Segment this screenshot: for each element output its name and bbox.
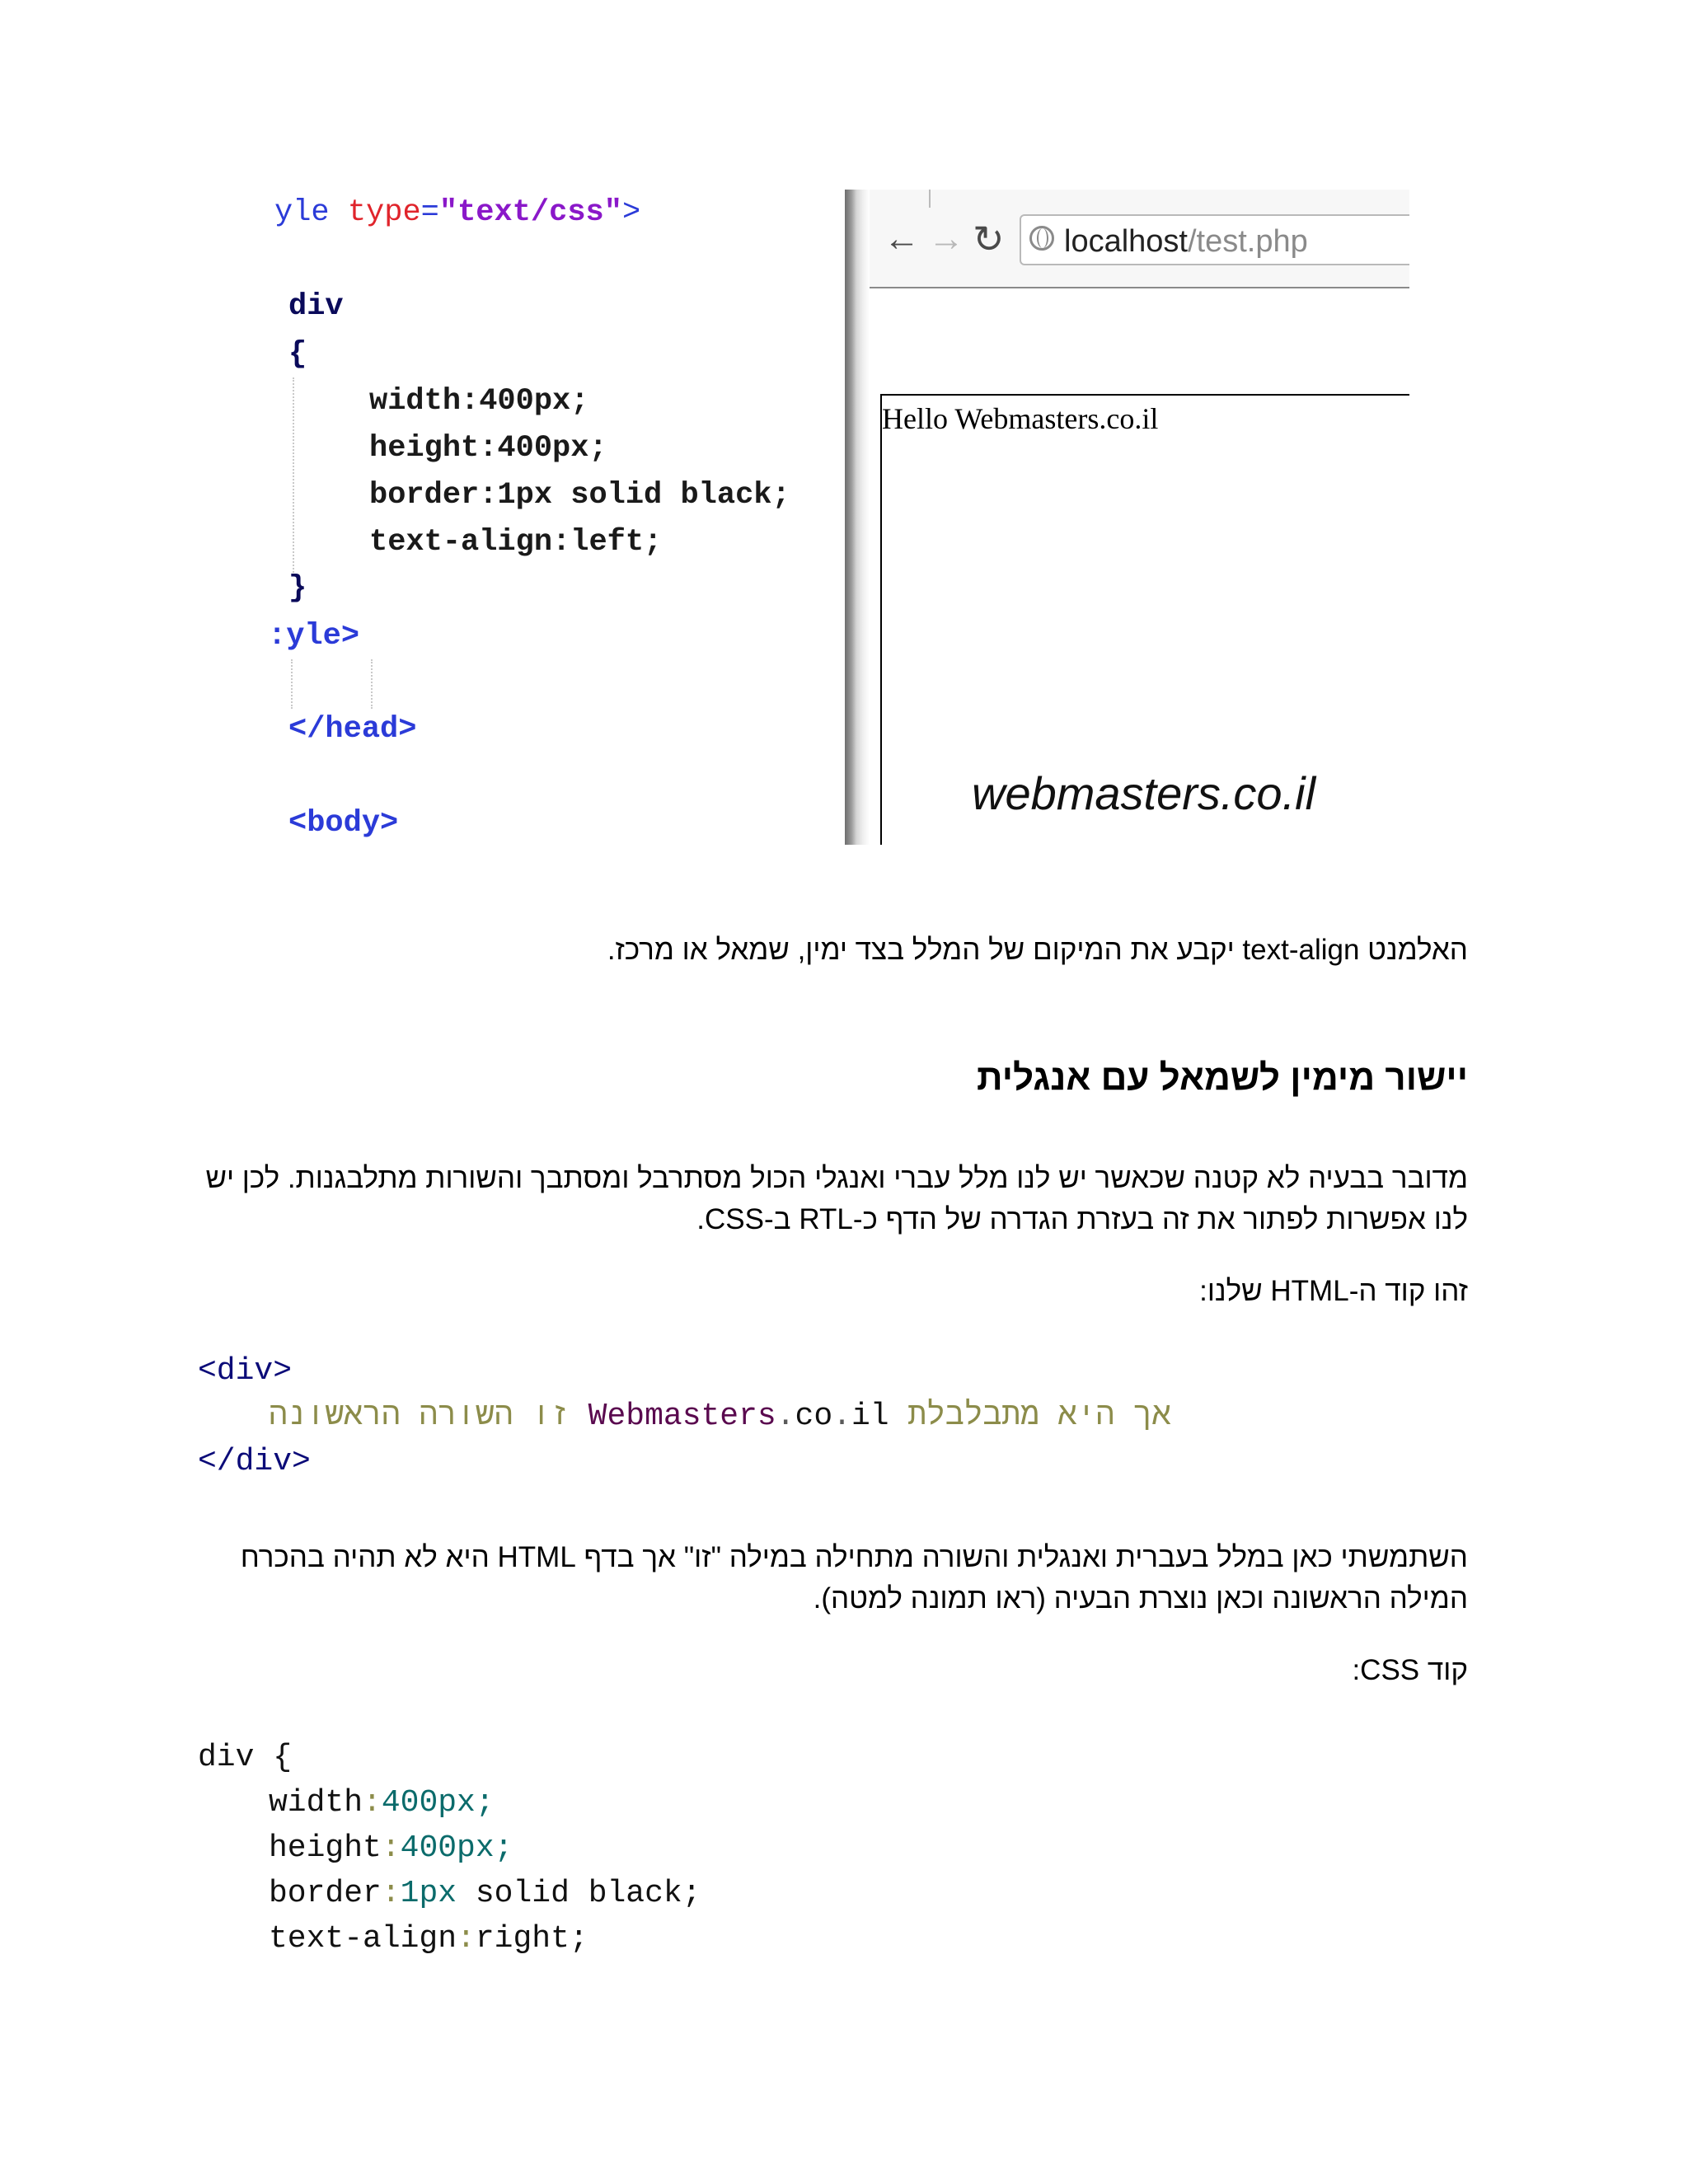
code-line-brace-close: } [288, 571, 307, 606]
code-line-border: border:1px solid black; [369, 478, 790, 513]
code-line-style-open: yle type="text/css"> [274, 195, 641, 230]
reload-icon[interactable]: ↻ [973, 218, 1005, 260]
browser-toolbar [870, 190, 1409, 288]
code-and-browser-screenshot [268, 190, 1409, 845]
back-arrow-icon[interactable]: ← [884, 218, 920, 259]
code-line-body-open: <body> [288, 806, 399, 841]
css-code-border: border:1px solid black; [269, 1876, 701, 1911]
forward-arrow-icon[interactable]: → [928, 218, 964, 259]
code-line-head-close: </head> [288, 712, 417, 747]
css-code-label: קוד CSS: [1352, 1654, 1468, 1686]
paragraph-explanation: השתמשתי כאן במלל בעברית ואנגלית והשורה מתחילה במילה "זו" אך בדף HTML היא לא תהיה בהכרח המילה הראשונה וכאן נוצרת הבעיה (ראו תמונה למטה). [240, 1541, 1468, 1615]
indent-guide [293, 377, 294, 575]
css-code-width: width:400px; [269, 1785, 495, 1821]
indent-guide [291, 659, 293, 709]
paragraph-intro: מדובר בבעיה לא קטנה שכאשר יש לנו מלל עברי ואנגלי הכול מסתרבל ומסתבך והשורות מתלבגנות. לכן יש לנו אפשרות לפתור את זה בעזרת הגדרה של הדף כ-RTL ב-CSS. [205, 1162, 1468, 1235]
watermark-logo-text: webmasters.co.il [972, 767, 1316, 819]
html-code-content-line: זו השורה הראשונה Webmasters.co.il אך היא מתבלבלת [269, 1399, 1171, 1434]
code-line-height: height:400px; [369, 431, 607, 466]
section-heading: יישור מימין לשמאל עם אנגלית [977, 1057, 1468, 1098]
code-line-width: width:400px; [369, 384, 589, 419]
image-caption: האלמנט text-align יקבע את המיקום של המלל בצד ימין, שמאל או מרכז. [607, 934, 1468, 966]
demo-div-text: Hello Webmasters.co.il [882, 402, 1159, 435]
tab-edge [879, 190, 931, 208]
html-code-open-tag: <div> [198, 1353, 293, 1389]
html-code-close-tag: </div> [198, 1444, 311, 1479]
globe-icon [1029, 226, 1054, 251]
browser-window [845, 190, 1409, 845]
code-line-style-close: :yle> [268, 619, 360, 654]
code-line-brace-open: { [288, 337, 307, 372]
css-code-height: height:400px; [269, 1830, 513, 1866]
css-code-text-align: text-align:right; [269, 1921, 588, 1957]
indent-guide [371, 659, 373, 709]
html-code-label: זהו קוד ה-HTML שלנו: [1199, 1275, 1468, 1307]
code-line-text-align: text-align:left; [369, 525, 663, 560]
code-line-selector: div [288, 289, 344, 324]
window-frame-edge [845, 190, 870, 845]
code-editor-panel [268, 190, 845, 845]
css-code-selector: div { [198, 1740, 293, 1775]
address-bar[interactable] [1020, 214, 1409, 265]
url-text: localhost/test.php [1064, 224, 1308, 259]
